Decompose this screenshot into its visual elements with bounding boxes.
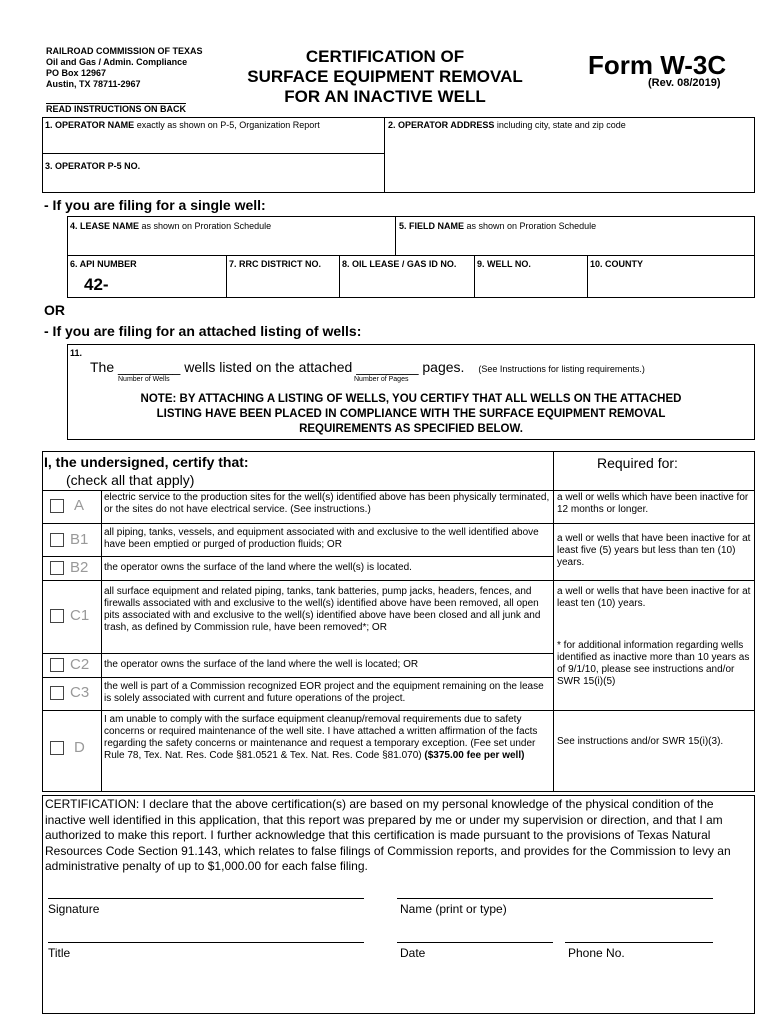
note-line-1: NOTE: BY ATTACHING A LISTING OF WELLS, YOU CERTIFY THAT ALL WELLS ON THE ATTACHED bbox=[140, 393, 682, 405]
oil-lease-gas-id-field[interactable]: 8. OIL LEASE / GAS ID NO. bbox=[342, 259, 457, 269]
option-c2-code: C2 bbox=[70, 656, 90, 673]
single-well-row-divider bbox=[67, 255, 755, 256]
number-of-pages-input[interactable]: ________ bbox=[356, 359, 419, 375]
checkbox-d[interactable] bbox=[50, 741, 64, 755]
agency-address bbox=[46, 46, 203, 90]
agency-city: Austin, TX 78711-2967 bbox=[46, 79, 141, 89]
read-instructions-note: READ INSTRUCTIONS ON BACK bbox=[46, 104, 187, 114]
operator-name-label: 1. OPERATOR NAME bbox=[45, 120, 135, 130]
rrc-district-field[interactable]: 7. RRC DISTRICT NO. bbox=[229, 259, 322, 269]
date-label: Date bbox=[400, 946, 426, 960]
required-c-text: a well or wells that have been inactive for at least ten (10) years. bbox=[557, 586, 751, 609]
checkbox-a[interactable] bbox=[50, 499, 64, 513]
row-b1-divider bbox=[42, 556, 553, 557]
county-field[interactable]: 10. COUNTY bbox=[590, 259, 644, 269]
signature-line[interactable] bbox=[48, 898, 364, 899]
operator-address-desc: including city, state and zip code bbox=[494, 120, 626, 130]
option-a-text: electric service to the production sites for the well(s) identified above has been physically terminated, or the sites do not have electrical service. (See instructions.) bbox=[104, 492, 550, 515]
option-c3-code: C3 bbox=[70, 684, 90, 701]
or-divider-text: OR bbox=[44, 302, 65, 318]
note-line-3: REQUIREMENTS AS SPECIFIED BELOW. bbox=[299, 423, 523, 435]
item-11-label: 11. bbox=[70, 348, 83, 358]
title-line-2: SURFACE EQUIPMENT REMOVAL bbox=[247, 67, 523, 86]
required-c-note: * for additional information regarding wells identified as inactive more than 10 years as of 9/1/10, please see instructions and/or SWR 15(i)(5) bbox=[557, 640, 750, 687]
signature-label: Signature bbox=[48, 902, 100, 916]
option-d-text bbox=[104, 714, 552, 762]
option-d-code: D bbox=[74, 739, 85, 756]
required-column-divider bbox=[553, 451, 554, 792]
listing-wells-text: wells listed on the attached bbox=[184, 359, 353, 375]
phone-line[interactable] bbox=[565, 942, 713, 943]
agency-division: Oil and Gas / Admin. Compliance bbox=[46, 57, 188, 67]
checkbox-b2[interactable] bbox=[50, 561, 64, 575]
lease-name-field[interactable] bbox=[70, 221, 271, 232]
certify-heading: I, the undersigned, certify that: bbox=[44, 454, 249, 470]
api-divider bbox=[226, 255, 227, 298]
option-c2-text: the operator owns the surface of the land where the well is located; OR bbox=[104, 659, 419, 670]
header-row-divider bbox=[42, 490, 755, 491]
listing-the: The bbox=[90, 359, 115, 375]
phone-label: Phone No. bbox=[568, 946, 625, 960]
checkbox-b1[interactable] bbox=[50, 533, 64, 547]
operator-address-label: 2. OPERATOR ADDRESS bbox=[388, 120, 495, 130]
well-no-field[interactable]: 9. WELL NO. bbox=[477, 259, 531, 269]
required-d-text: See instructions and/or SWR 15(i)(3). bbox=[557, 736, 724, 747]
name-label: Name (print or type) bbox=[400, 902, 507, 916]
single-well-heading: - If you are filing for a single well: bbox=[44, 197, 266, 213]
operator-address-field[interactable] bbox=[388, 120, 626, 131]
certification-text: CERTIFICATION: I declare that the above certification(s) are based on my personal knowledge of the physical condition of the inactive well identified in this application, that this report was prepared by me or under my supervision or direction, and that I am authorized to make this report. I further acknowledge that this certification is made pursuant to the provisions of Texas Natural Resources Code Section 91.143, which relates to false filings of Commission reports, and provides for the Commission to levy an administrative penalty of up to $1,000.00 for each false filing. bbox=[45, 797, 731, 873]
checkbox-column-divider bbox=[101, 490, 102, 792]
title-line-3: FOR AN INACTIVE WELL bbox=[284, 87, 486, 106]
checkbox-c2[interactable] bbox=[50, 658, 64, 672]
option-b1-code: B1 bbox=[70, 531, 89, 548]
operator-name-field[interactable] bbox=[45, 120, 320, 131]
option-b2-text: the operator owns the surface of the land where the well(s) is located. bbox=[104, 562, 412, 573]
title-line-1: CERTIFICATION OF bbox=[305, 47, 465, 66]
district-divider bbox=[339, 255, 340, 298]
option-c3-text: the well is part of a Commission recognized EOR project and the equipment remaining on the lease is solely associated with current and future operations of the project. bbox=[104, 681, 544, 704]
option-c1-text: all surface equipment and related piping, tanks, tank batteries, pump jacks, headers, fences, and firewalls associated with and exclusive to the well(s) identified above have been removed, all open pits associated with and exclusive to the well(s) identified above have been closed and all junk and trash, as defined by Commission rule, have been removed*; OR bbox=[104, 586, 541, 633]
required-for-heading: Required for: bbox=[597, 455, 678, 471]
name-line[interactable] bbox=[397, 898, 713, 899]
number-of-wells-input[interactable]: ________ bbox=[118, 359, 181, 375]
well-no-divider bbox=[587, 255, 588, 298]
checkbox-c1[interactable] bbox=[50, 609, 64, 623]
number-of-wells-caption: Number of Wells bbox=[118, 376, 170, 383]
row-c1-divider bbox=[42, 653, 553, 654]
lease-name-label: 4. LEASE NAME bbox=[70, 221, 140, 231]
option-b2-code: B2 bbox=[70, 559, 89, 576]
required-a-text: a well or wells which have been inactive for 12 months or longer. bbox=[557, 492, 749, 515]
title-label: Title bbox=[48, 946, 71, 960]
number-of-pages-caption: Number of Pages bbox=[354, 376, 409, 383]
listing-pages-text: pages. bbox=[422, 359, 465, 375]
option-a-code: A bbox=[74, 497, 85, 514]
api-number-label: 6. API NUMBER bbox=[70, 259, 137, 269]
attached-listing-heading: - If you are filing for an attached listing of wells: bbox=[44, 323, 362, 339]
operator-row-divider bbox=[42, 153, 384, 154]
operator-divider bbox=[384, 117, 385, 193]
field-name-label: 5. FIELD NAME bbox=[399, 221, 465, 231]
note-line-2: LISTING HAVE BEEN PLACED IN COMPLIANCE WITH THE SURFACE EQUIPMENT REMOVAL bbox=[156, 408, 666, 420]
operator-p5-field[interactable]: 3. OPERATOR P-5 NO. bbox=[45, 161, 141, 171]
field-name-field[interactable] bbox=[399, 221, 596, 232]
form-number: Form W-3C bbox=[588, 50, 727, 80]
row-b2-divider bbox=[42, 580, 755, 581]
lease-name-desc: as shown on Proration Schedule bbox=[139, 221, 272, 231]
option-d-body: I am unable to comply with the surface equipment cleanup/removal requirements due to safety concerns or required maintenance of the well site. I have attached a written affirmation of the facts regarding the safety concerns or maintenance and request a temporary exception. (Fee set under Rule 78, Tex. Nat. Res. Code §81.0521 & Tex. Nat. Res. Code §81.070) bbox=[104, 714, 538, 761]
listing-sentence bbox=[90, 359, 645, 375]
row-a-divider bbox=[42, 523, 755, 524]
required-b-text: a well or wells that have been inactive for at least five (5) years but less than ten (10) years. bbox=[557, 533, 751, 568]
option-b1-text: all piping, tanks, vessels, and equipment associated with and exclusive to the well identified above have been emptied or purged of production fluids; OR bbox=[104, 527, 539, 550]
row-c2-divider bbox=[42, 677, 553, 678]
agency-name: RAILROAD COMMISSION OF TEXAS bbox=[46, 46, 203, 56]
option-c1-code: C1 bbox=[70, 607, 90, 624]
listing-note bbox=[67, 392, 755, 437]
field-name-desc: as shown on Proration Schedule bbox=[464, 221, 597, 231]
agency-po-box: PO Box 12967 bbox=[46, 68, 107, 78]
option-d-fee: ($375.00 fee per well) bbox=[424, 750, 525, 761]
title-line[interactable] bbox=[48, 942, 364, 943]
date-line[interactable] bbox=[397, 942, 553, 943]
checkbox-c3[interactable] bbox=[50, 686, 64, 700]
certify-subheading: (check all that apply) bbox=[66, 472, 195, 488]
lease-field-divider bbox=[395, 216, 396, 255]
operator-name-desc: exactly as shown on P-5, Organization Report bbox=[134, 120, 320, 130]
form-title bbox=[228, 47, 542, 107]
form-revision: (Rev. 08/2019) bbox=[648, 77, 721, 89]
listing-see-instructions: (See Instructions for listing requirements.) bbox=[478, 364, 645, 374]
lease-id-divider bbox=[474, 255, 475, 298]
api-number-value[interactable]: 42- bbox=[84, 275, 109, 294]
row-c3-divider bbox=[42, 710, 755, 711]
